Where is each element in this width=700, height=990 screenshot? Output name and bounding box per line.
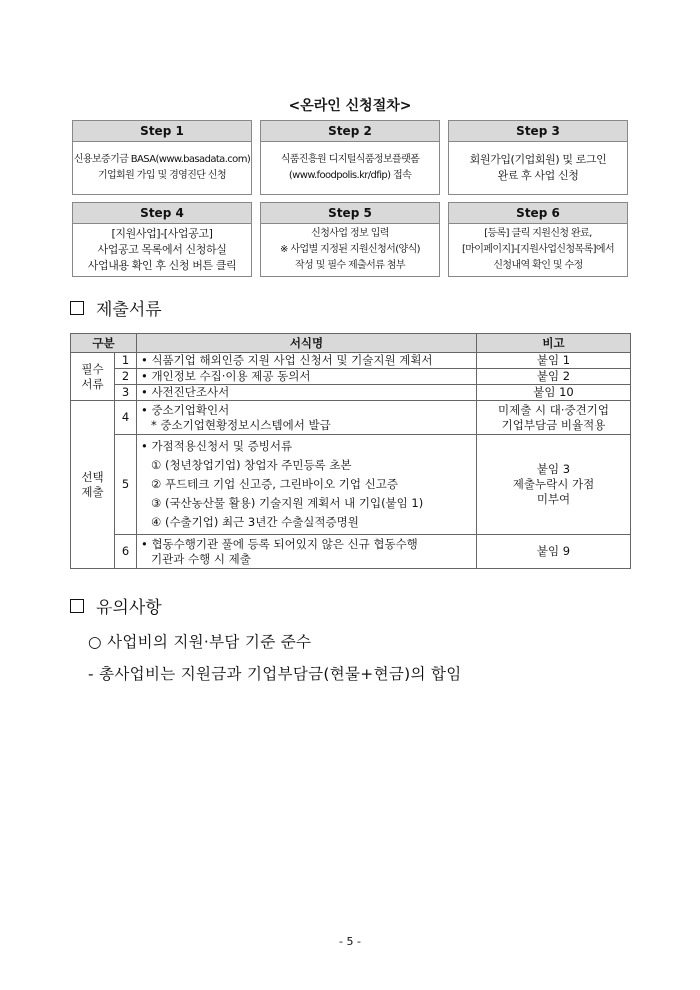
step-line: 사업공고 목록에서 신청하실: [97, 243, 227, 256]
step-label: Step 5: [261, 203, 439, 224]
form-name-text: 기관과 수행 시 제출: [151, 551, 251, 566]
form-name: [137, 535, 477, 569]
table-row: [71, 535, 631, 569]
form-name: [137, 401, 477, 435]
row-number: 2: [115, 369, 137, 385]
row-note: 붙임 2: [477, 369, 631, 385]
table-header-row: [71, 334, 631, 353]
step-line: 신청내역 확인 및 수정: [493, 260, 583, 271]
form-name-text: • 가점적용신청서 및 증빙서류: [141, 437, 472, 456]
note-line: 미부여: [536, 492, 571, 506]
step-line: 회원가입(기업회원) 및 로그인: [469, 153, 607, 166]
caution-subitem: - 총사업비는 지원금과 기업부담금(현물+현금)의 합임: [88, 665, 462, 683]
row-note: [477, 401, 631, 435]
steps-row-1: [72, 120, 628, 195]
header-form-name: 서식명: [137, 334, 477, 353]
step-1-box: [72, 120, 252, 195]
table-row: [71, 385, 631, 401]
row-note: [477, 435, 631, 535]
step-2-box: [260, 120, 440, 195]
row-number: 4: [115, 401, 137, 435]
note-line: 제출누락시 가점: [512, 477, 595, 491]
form-name-text: • 협동수행기관 풀에 등록 되어있지 않은 신규 협동수행: [141, 537, 472, 552]
section-heading-documents: [70, 295, 162, 320]
step-body: [449, 142, 627, 194]
form-subnote: * 중소기업현황정보시스템에서 발급: [151, 417, 331, 432]
step-4-box: [72, 202, 252, 277]
section-title: 유의사항: [96, 598, 162, 618]
page-number: - 5 -: [339, 935, 361, 948]
application-steps: [72, 120, 628, 284]
category-required: [71, 353, 115, 401]
step-line: [등록] 클릭 지원신청 완료,: [484, 228, 592, 239]
category-optional: [71, 401, 115, 569]
note-line: 붙임 3: [536, 462, 571, 476]
form-name-text: • 사전진단조사서: [141, 385, 229, 399]
evidence-item: ② 푸드테크 기업 신고증, 그린바이오 기업 신고증: [151, 477, 398, 491]
section-heading-cautions: [70, 593, 162, 618]
step-5-box: [260, 202, 440, 277]
step-label: Step 4: [73, 203, 251, 224]
step-label: Step 3: [449, 121, 627, 142]
row-number: 6: [115, 535, 137, 569]
row-number: 1: [115, 353, 137, 369]
evidence-item: ① (청년창업기업) 창업자 주민등록 초본: [151, 458, 352, 472]
table-row: [71, 369, 631, 385]
steps-row-2: [72, 202, 628, 277]
header-category: 구분: [71, 334, 137, 353]
step-line: ※ 사업별 지정된 지원신청서(양식): [280, 244, 420, 255]
checkbox-square-icon: [70, 301, 84, 315]
form-name-text: • 식품기업 해외인증 지원 사업 신청서 및 기술지원 계획서: [141, 353, 433, 367]
form-name-text: • 개인정보 수집·이용 제공 동의서: [141, 369, 311, 383]
step-body: [449, 224, 627, 276]
step-line: [지원사업]-[사업공고]: [111, 227, 213, 240]
step-body: [73, 142, 251, 194]
category-text: 선택: [81, 469, 104, 484]
table-row: [71, 353, 631, 369]
step-body: [73, 224, 251, 276]
step-body: [261, 224, 439, 276]
step-label: Step 6: [449, 203, 627, 224]
step-label: Step 2: [261, 121, 439, 142]
row-number: 3: [115, 385, 137, 401]
row-note: 붙임 1: [477, 353, 631, 369]
step-line: 신용보증기금 BASA(www.basadata.com): [73, 154, 251, 165]
form-name: [137, 435, 477, 535]
step-line: 완료 후 사업 신청: [497, 169, 579, 182]
documents-table: [70, 333, 631, 569]
category-text: 서류: [81, 376, 104, 391]
note-line: 기업부담금 비율적용: [501, 417, 606, 432]
checkbox-square-icon: [70, 599, 84, 613]
form-name: [137, 369, 477, 385]
row-note: 붙임 10: [477, 385, 631, 401]
table-row: [71, 435, 631, 535]
step-line: 작성 및 필수 제출서류 첨부: [295, 260, 405, 271]
step-6-box: [448, 202, 628, 277]
form-name: [137, 385, 477, 401]
step-line: (www.foodpolis.kr/dfip) 접속: [288, 170, 412, 181]
step-line: [마이페이지]-[지원사업신청목록]에서: [461, 244, 615, 255]
row-number: 5: [115, 435, 137, 535]
step-3-box: [448, 120, 628, 195]
category-text: 제출: [81, 484, 104, 499]
step-line: 기업회원 가입 및 경영진단 신청: [97, 170, 227, 181]
evidence-item: ④ (수출기업) 최근 3년간 수출실적증명원: [151, 515, 359, 529]
step-body: [261, 142, 439, 194]
caution-item: ○ 사업비의 지원·부담 기준 준수: [88, 633, 312, 651]
category-text: 필수: [81, 361, 104, 376]
table-row: [71, 401, 631, 435]
form-name: [137, 353, 477, 369]
form-name-text: • 중소기업확인서: [141, 403, 472, 418]
section-title: 제출서류: [96, 300, 162, 320]
evidence-item: ③ (국산농산물 활용) 기술지원 계획서 내 기입(붙임 1): [151, 496, 424, 510]
step-line: 신청사업 정보 입력: [311, 228, 389, 239]
step-line: 식품진흥원 디지털식품정보플랫폼: [280, 154, 420, 165]
step-line: 사업내용 확인 후 신청 버튼 클릭: [87, 259, 237, 272]
header-note: 비고: [477, 334, 631, 353]
page-title: <온라인 신청절차>: [288, 98, 412, 114]
step-label: Step 1: [73, 121, 251, 142]
note-line: 미제출 시 대·중견기업: [498, 402, 609, 417]
row-note: 붙임 9: [477, 535, 631, 569]
